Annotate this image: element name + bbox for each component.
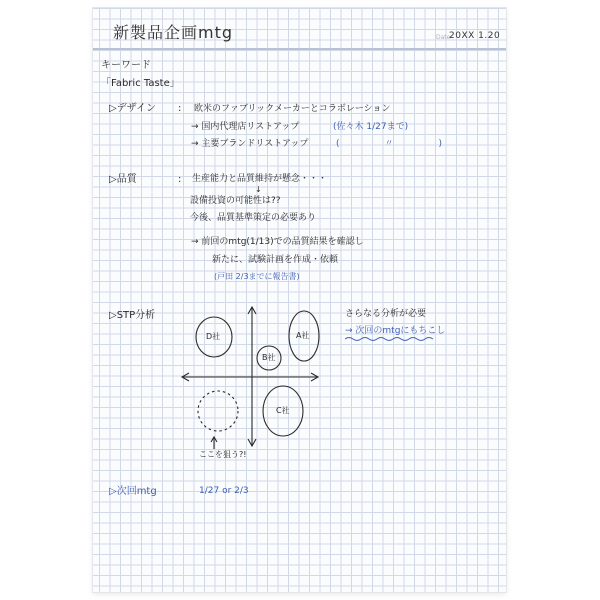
keywords-label: キーワード — [101, 60, 151, 71]
date-label: Date — [436, 34, 451, 41]
quality-label: ▷品質 — [109, 174, 137, 185]
target-note: ここを狙う?! — [199, 450, 247, 459]
circle-label-b: B社 — [262, 353, 276, 362]
design-item-1: → 国内代理店リストアップ — [191, 122, 300, 132]
stp-note-1: さらなる分析が必要 — [345, 309, 427, 319]
circle-label-a: A社 — [296, 331, 310, 340]
quality-line-1: 生産能力と品質維持が懸念・・・ — [192, 174, 328, 184]
design-text: 欧米のファブリックメーカーとコラボレーション — [194, 104, 391, 114]
quality-line-5: 新たに、試験計画を作成・依頼 — [212, 255, 339, 265]
design-label: ▷デザイン — [109, 103, 156, 114]
stp-label: ▷STP分析 — [109, 310, 156, 321]
stp-note-2: → 次回のmtgにもちこし — [345, 326, 446, 336]
quality-line-4: → 前回のmtg(1/13)での品質結果を確認し — [191, 237, 364, 247]
next-mtg-dates: 1/27 or 2/3 — [199, 486, 249, 496]
target-dashed-circle — [198, 391, 238, 431]
page-title: 新製品企画mtg — [113, 23, 234, 42]
next-mtg-label: ▷次回mtg — [109, 486, 157, 497]
design-item-2-note: ( 〃 ) — [336, 139, 443, 149]
design-item-2: → 主要ブランドリストアップ — [191, 139, 309, 149]
quality-line-2: 設備投資の可能性は?? — [190, 196, 281, 206]
quality-line-6: (戸田 2/3までに報告書) — [214, 272, 300, 281]
wavy-underline — [345, 338, 433, 341]
quality-arrow: ↓ — [255, 185, 262, 194]
circle-label-d: D社 — [206, 332, 221, 341]
notebook-page — [93, 8, 506, 592]
keywords-value: 「Fabric Taste」 — [101, 78, 180, 89]
design-item-1-note: (佐々木 1/27まで) — [333, 122, 409, 132]
stp-diagram — [93, 8, 506, 592]
circle-label-c: C社 — [276, 406, 290, 415]
quality-line-3: 今後、品質基準策定の必要あり — [190, 213, 317, 223]
design-colon: : — [178, 103, 182, 114]
date-value: 20XX 1.20 — [449, 31, 501, 41]
quality-colon: : — [178, 174, 182, 185]
